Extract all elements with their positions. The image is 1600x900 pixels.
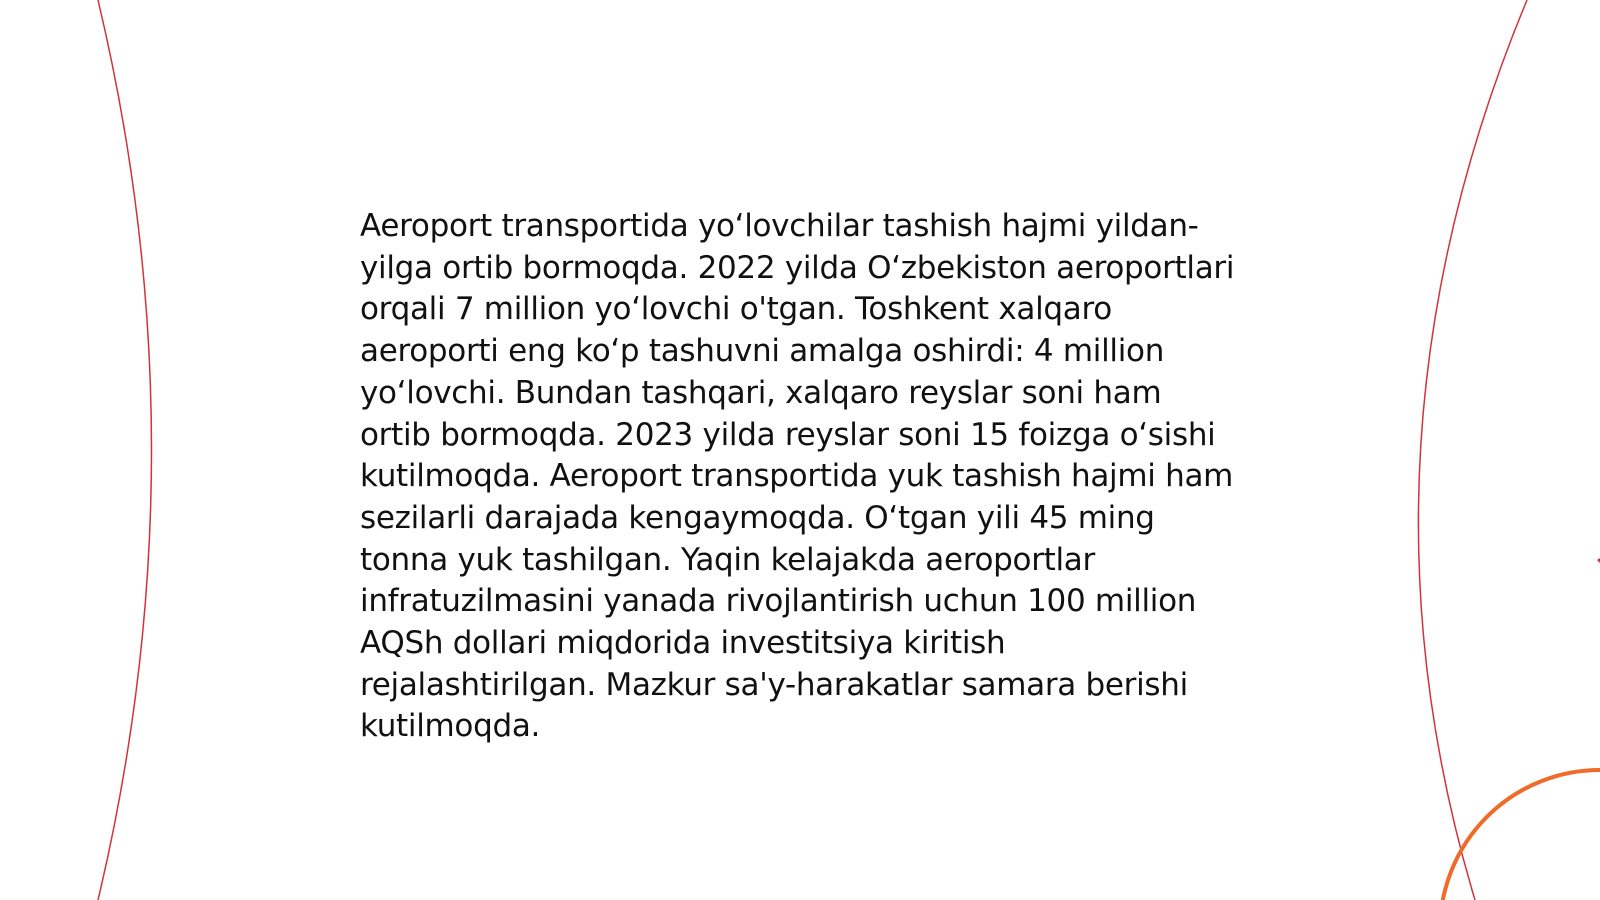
body-paragraph: Aeroport transportida yo‘lovchilar tashish hajmi yildan-yilga ortib bormoqda. 2022 yilda O‘zbekiston aeroportlari orqali 7 million yo‘lovchi o'tgan. Toshkent xalqaro aeroporti eng ko‘p tashuvni amalga oshirdi: 4 million yo‘lovchi. Bundan tashqari, xalqaro reyslar soni ham ortib bormoqda. 2023 yilda reyslar soni 15 foizga o‘sishi kutilmoqda. Aeroport transportida yuk tashish hajmi ham sezilarli darajada kengaymoqda. O‘tgan yili 45 ming tonna yuk tashilgan. Yaqin kelajakda aeroportlar infratuzilmasini yanada rivojlantirish uchun 100 million AQSh dollari miqdorida investitsiya kiritish rejalashtirilgan. Mazkur sa'y-harakatlar samara berishi kutilmoqda.: [360, 208, 1235, 745]
orange-accent-arc: [1440, 770, 1600, 900]
right-curve-line: [1418, 0, 1527, 900]
left-curve-line: [98, 0, 152, 900]
